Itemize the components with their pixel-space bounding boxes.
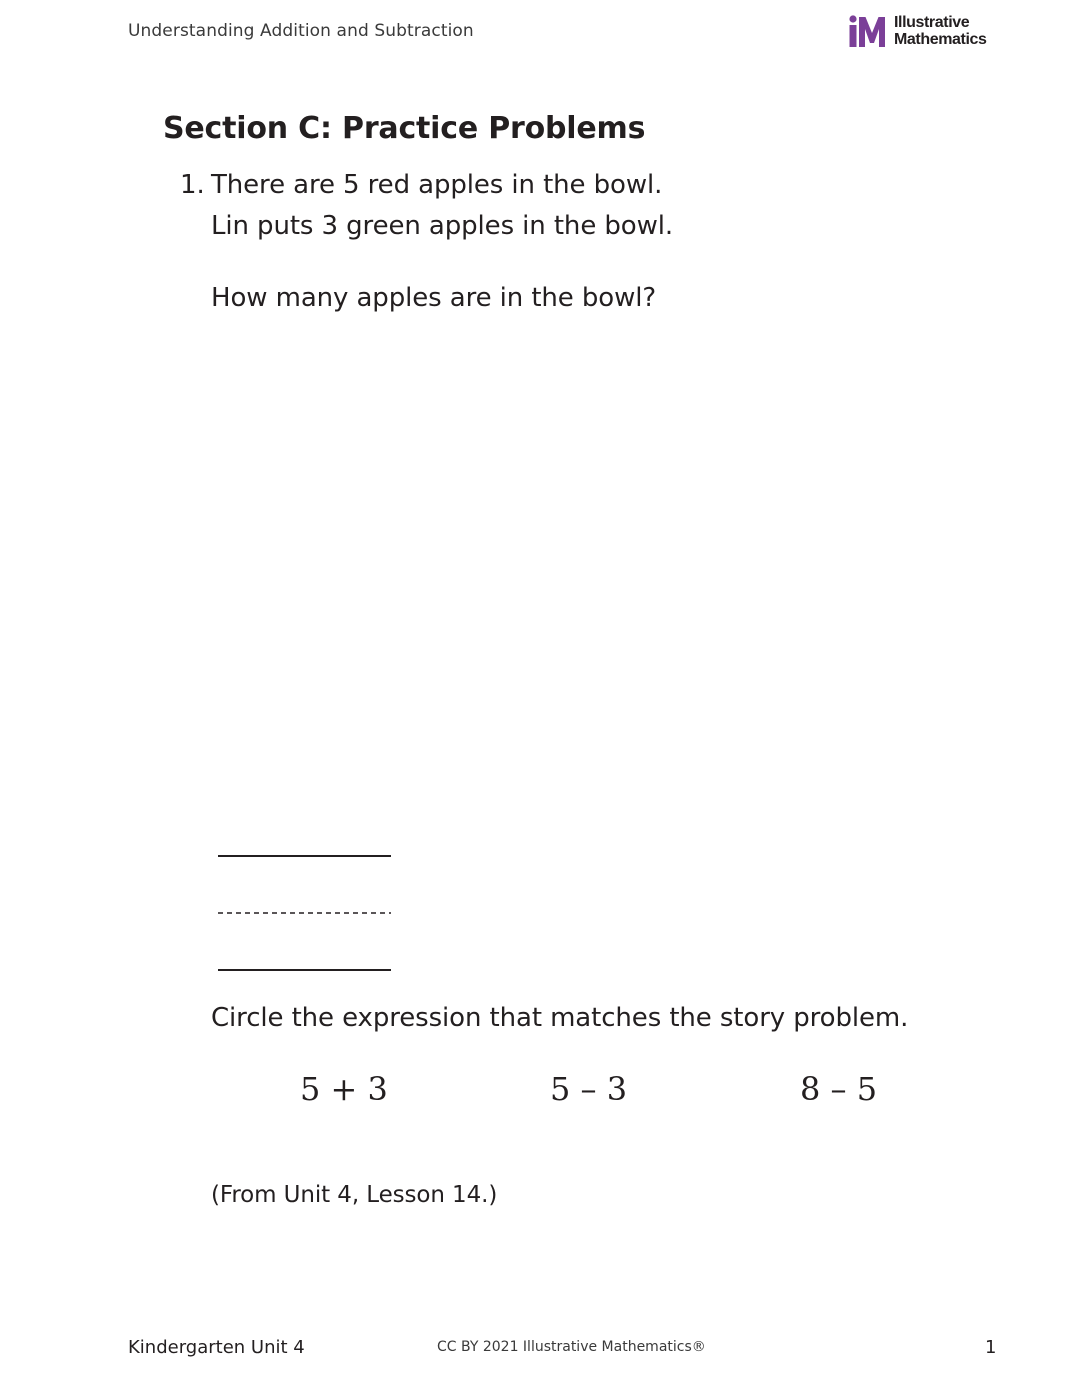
expression-choice-3[interactable]: 8 – 5	[800, 1070, 878, 1108]
problem-question: How many apples are in the bowl?	[211, 283, 657, 313]
footer-license: CC BY 2021 Illustrative Mathematics®	[437, 1339, 706, 1355]
logo-line-2: Mathematics	[894, 30, 987, 48]
footer-page-number: 1	[985, 1337, 997, 1358]
problem-source: (From Unit 4, Lesson 14.)	[211, 1182, 498, 1208]
expression-choice-1[interactable]: 5 + 3	[300, 1070, 388, 1108]
im-logo-mark-icon	[848, 14, 890, 50]
section-title: Section C: Practice Problems	[163, 111, 646, 146]
problem-number: 1.	[180, 170, 205, 200]
problem-line-1: There are 5 red apples in the bowl.	[211, 170, 663, 200]
logo-line-1: Illustrative	[894, 14, 970, 31]
problem-line-2: Lin puts 3 green apples in the bowl.	[211, 211, 674, 241]
handwriting-answer-lines[interactable]	[217, 850, 393, 976]
illustrative-mathematics-logo	[848, 14, 998, 50]
footer-course: Kindergarten Unit 4	[128, 1337, 305, 1358]
expression-choice-2[interactable]: 5 – 3	[550, 1070, 628, 1108]
logo-wordmark	[894, 15, 987, 48]
problem-instruction: Circle the expression that matches the story problem.	[211, 1003, 909, 1033]
document-header-title: Understanding Addition and Subtraction	[128, 21, 474, 41]
handwriting-lines-graphic	[217, 850, 393, 976]
